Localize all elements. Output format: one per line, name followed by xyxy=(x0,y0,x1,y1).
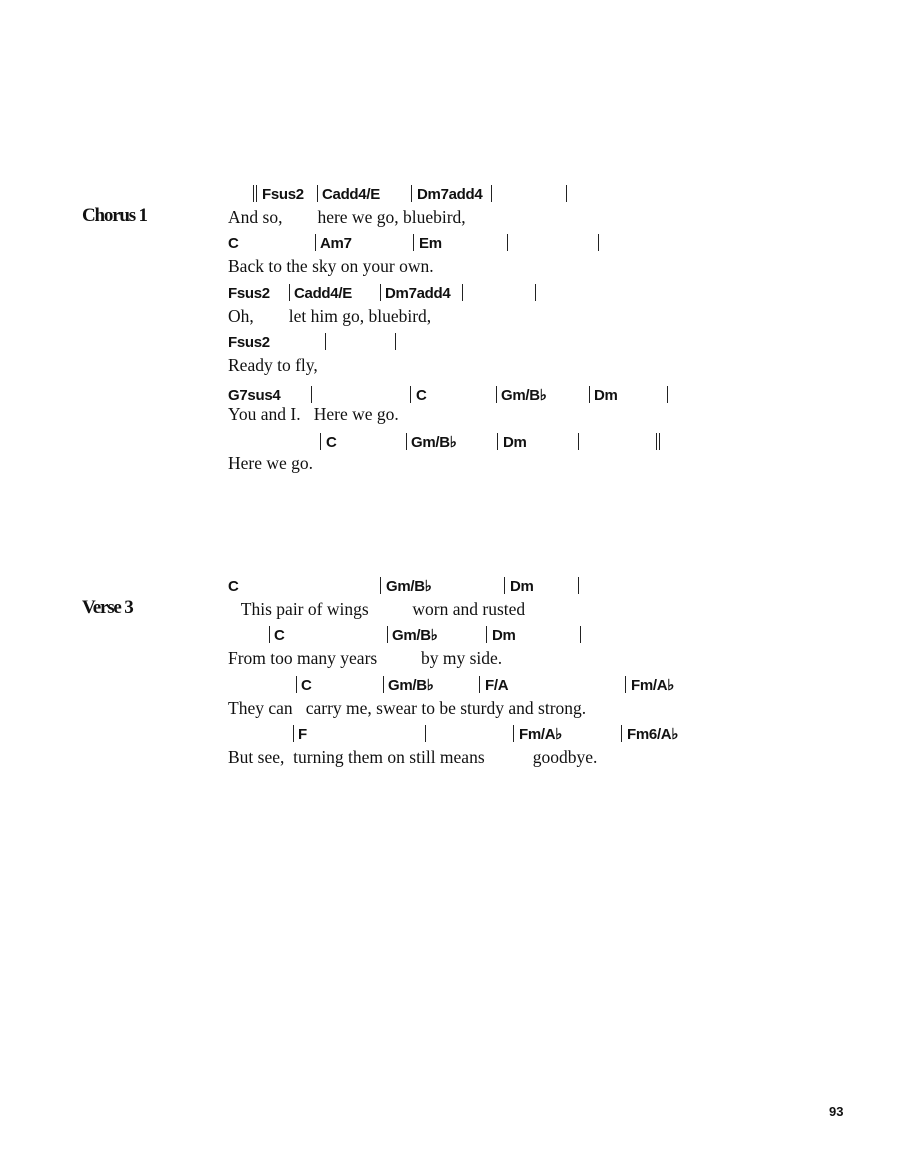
chord-line xyxy=(228,433,868,455)
chord-line xyxy=(228,185,868,207)
chord: Cadd4/E xyxy=(322,186,380,203)
barline xyxy=(566,185,567,202)
barline xyxy=(462,284,463,301)
barline xyxy=(383,676,384,693)
barline xyxy=(293,725,294,742)
barline xyxy=(589,386,590,403)
chord: C xyxy=(301,677,312,694)
barline xyxy=(497,433,498,450)
lyric-line: They can carry me, swear to be sturdy and strong. xyxy=(228,698,587,718)
chord: C xyxy=(326,434,337,451)
chord: Fm6/A♭ xyxy=(627,726,679,743)
final-double-barline xyxy=(659,433,660,450)
chord: Fsus2 xyxy=(262,186,304,203)
chord: Fsus2 xyxy=(228,334,270,351)
barline xyxy=(317,185,318,202)
chord: Dm xyxy=(503,434,527,451)
barline xyxy=(413,234,414,251)
barline xyxy=(507,234,508,251)
chord: Dm7add4 xyxy=(417,186,483,203)
chord: C xyxy=(416,387,427,404)
barline xyxy=(315,234,316,251)
barline xyxy=(491,185,492,202)
barline xyxy=(425,725,426,742)
chord-line xyxy=(228,725,868,747)
chord: Am7 xyxy=(320,235,352,252)
barline xyxy=(486,626,487,643)
chord-line xyxy=(228,676,868,698)
section-label-verse-3: Verse 3 xyxy=(82,597,133,618)
chord: Dm xyxy=(510,578,534,595)
barline xyxy=(535,284,536,301)
barline xyxy=(580,626,581,643)
chord: Fsus2 xyxy=(228,285,270,302)
chord: Dm xyxy=(492,627,516,644)
barline xyxy=(320,433,321,450)
lyric-line: And so, here we go, bluebird, xyxy=(228,207,466,227)
barline xyxy=(380,284,381,301)
lyric-line: Back to the sky on your own. xyxy=(228,256,434,276)
chord-line xyxy=(228,333,868,355)
chord: Cadd4/E xyxy=(294,285,352,302)
lyric-line: This pair of wings worn and rusted xyxy=(228,599,526,619)
barline xyxy=(410,386,411,403)
lyric-line: From too many years by my side. xyxy=(228,648,503,668)
barline xyxy=(269,626,270,643)
chord: C xyxy=(228,235,239,252)
chord: Gm/B♭ xyxy=(388,677,434,694)
lyric-line: You and I. Here we go. xyxy=(228,404,399,424)
final-double-barline xyxy=(656,433,657,450)
lyric-line: But see, turning them on still means goodbye. xyxy=(228,747,598,767)
chord-line xyxy=(228,234,868,256)
double-barline-start xyxy=(256,185,257,202)
barline xyxy=(504,577,505,594)
lyric-line: Oh, let him go, bluebird, xyxy=(228,306,432,326)
barline xyxy=(598,234,599,251)
chord: Dm xyxy=(594,387,618,404)
barline xyxy=(578,433,579,450)
chord: C xyxy=(228,578,239,595)
lyric-line: Here we go. xyxy=(228,453,314,473)
page-number: 93 xyxy=(829,1104,844,1119)
chord: Em xyxy=(419,235,442,252)
barline xyxy=(411,185,412,202)
barline xyxy=(289,284,290,301)
barline xyxy=(578,577,579,594)
chord-line xyxy=(228,577,868,599)
chord: Gm/B♭ xyxy=(501,387,547,404)
chord: Gm/B♭ xyxy=(386,578,432,595)
chord: F/A xyxy=(485,677,509,694)
barline xyxy=(513,725,514,742)
barline xyxy=(311,386,312,403)
chord: Fm/A♭ xyxy=(519,726,563,743)
barline xyxy=(395,333,396,350)
chord-line xyxy=(228,284,868,306)
barline xyxy=(406,433,407,450)
barline xyxy=(479,676,480,693)
chord: Dm7add4 xyxy=(385,285,451,302)
chord: C xyxy=(274,627,285,644)
barline xyxy=(496,386,497,403)
chord: Fm/A♭ xyxy=(631,677,675,694)
chord: Gm/B♭ xyxy=(392,627,438,644)
lyric-line: Ready to fly, xyxy=(228,355,318,375)
chord-line xyxy=(228,626,868,648)
section-label-chorus-1: Chorus 1 xyxy=(82,205,147,226)
barline xyxy=(667,386,668,403)
chord: G7sus4 xyxy=(228,387,281,404)
barline xyxy=(380,577,381,594)
double-barline-start xyxy=(253,185,254,202)
barline xyxy=(296,676,297,693)
barline xyxy=(621,725,622,742)
chord: Gm/B♭ xyxy=(411,434,457,451)
chord: F xyxy=(298,726,307,743)
barline xyxy=(625,676,626,693)
barline xyxy=(325,333,326,350)
barline xyxy=(387,626,388,643)
